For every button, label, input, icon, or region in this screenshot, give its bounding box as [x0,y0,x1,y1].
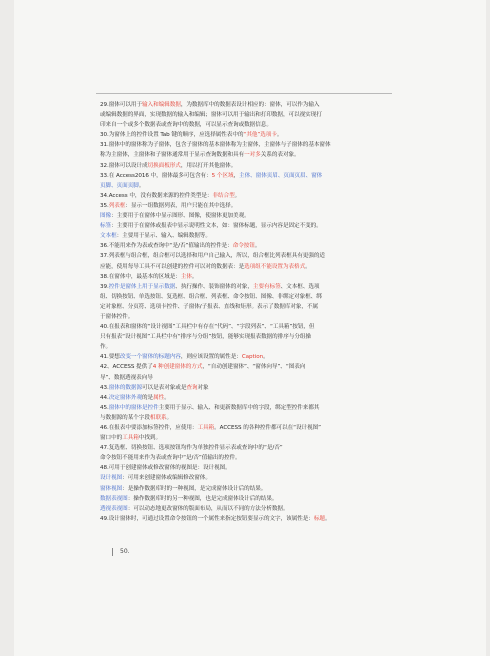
body-text: 49.设计窗体时，可通过设置命令按钮的一个属性来指定按钮要显示的文字，该属性是： [100,515,314,522]
body-text: ：操作数据库时的另一种视图，也是完成窗体设计后的结果。 [127,495,278,502]
body-text: 。 [164,394,170,401]
text-line [100,403,396,413]
text-line [100,443,396,453]
highlight-red-text: 主体 [180,273,192,280]
highlight-red-text: 属性 [153,394,165,401]
highlight-red-text: 列表框 [108,202,126,209]
body-text: ，用以打开其他窗体。 [180,162,237,169]
body-text: 中找到。 [138,435,162,442]
body-text: 窗口中的 [100,435,123,442]
highlight-blue-text: 窗体中的窗体是控件 [108,404,159,411]
highlight-red-text: Caption [241,354,264,361]
highlight-blue-text: 数据表视图 [100,495,128,502]
text-line [100,423,396,433]
document-body [100,100,396,524]
body-text: 只有报表“设计视图”工具栏中有“排序与分组”按钮，能够实现报表数据的排序与分组操 [100,334,311,341]
text-line [100,110,396,120]
highlight-blue-text: 文本框 [100,233,117,240]
body-text: 37.列表框与组合框，组合框可以选择和用户自己输入，所以，组合框比列表框具有更强的适 [100,253,325,260]
text-line [100,282,396,292]
text-line [100,342,396,352]
text-line [100,191,396,201]
highlight-red-text: 主要有标签 [252,283,281,290]
highlight-blue-text: 窗体的数据源 [108,384,143,391]
body-text: 36.不能用来作为表或查询中“是/否”值输出的控件是： [100,243,233,250]
body-text: 、执行操作、装饰窗体的对象， [175,283,253,290]
body-text: 。 [276,132,283,139]
body-text: 。ACCESS 的各种控件都可以在“设计视图” [214,425,322,431]
text-line [100,413,396,423]
highlight-blue-text: 设计视图 [100,475,123,482]
body-text: 45. [100,404,109,411]
text-line [100,373,396,383]
body-text: ：可用来创建窗体或编辑修改窗体。 [122,475,211,482]
text-line [100,302,396,312]
highlight-red-text: 标题 [313,515,325,522]
body-text: 46.在报表中要添加标签控件，应使用： [100,425,198,431]
text-line [100,504,396,514]
highlight-red-text: “其他”选项卡 [243,132,277,139]
highlight-red-text: 查询 [186,384,198,391]
text-line [100,201,396,211]
body-text: ，“自动创建窗体”、“窗体向导”、“图表向 [202,364,306,371]
body-text: 38.在窗体中，最基本的区域是： [100,273,181,280]
highlight-red-text: 5 个区域 [211,172,234,179]
body-text: 命令按钮不能用来作为表或查询中“是/否”值输出的控件。 [100,455,241,462]
highlight-blue-text: 页脚、页面页脚 [100,182,139,189]
highlight-red-text: 非结合型 [212,192,235,199]
body-text: 30.为窗体上的控件设置 Tab 键的顺序，应选择属性表中的 [100,132,244,139]
text-line [100,272,396,282]
body-text: 。 [234,192,241,199]
text-line [100,463,396,473]
text-line [100,241,396,251]
text-line [100,130,396,140]
body-text: 或编辑数据的界面，实现数据的输入和编辑；窗体可以用于输出和打印数据，可以视实现打 [100,112,322,119]
highlight-blue-text: 透视表视图 [100,505,128,512]
text-line [100,362,396,372]
body-text: 29.窗体可以用于 [100,102,143,108]
highlight-red-text: 一对多 [244,152,261,159]
body-text: 43. [100,384,109,391]
body-text: 应能，使用每导工具不可以创建的控件可以对的数据表：是 [100,263,245,270]
header-rule [96,93,392,94]
text-line [100,251,396,261]
body-text: ，为数据库中的数据表设计相应的：窗体，可以作为输入 [180,102,320,108]
text-line [100,221,396,231]
highlight-red-text: 工具箱 [197,425,215,431]
highlight-blue-text: 窗体视图 [100,485,123,492]
body-text: 47.复选框、切换按钮、选项按钮均作为单独控件显示表或查询中的“是/否” [100,445,283,452]
body-text: ：显示一组数据列表，用户只能在其中选择。 [125,202,237,209]
highlight-blue-text: 控件是窗体上用于显示数据 [108,283,176,290]
text-line [100,393,396,403]
text-line [100,494,396,504]
body-text: ：主要用于在窗体或报表中显示说明性文本，如：窗体标题，显示内容是固定不变的。 [111,223,322,230]
footer-rule [112,548,113,556]
body-text: 主要用于显示、输入、和更新数据库中的字段，绑定型控件来都其 [158,404,320,411]
body-text: 关系的表对象。 [260,152,300,159]
text-line [100,150,396,160]
body-text: 31.窗体中的窗体称为子窗体，包含子窗体的基本窗体称为主窗体，主窗体与子窗体的基本窗体 [100,142,331,149]
text-line [100,484,396,494]
highlight-red-text: 命令按钮 [232,243,255,250]
body-text: 。 [305,263,311,270]
highlight-blue-text: 标签 [100,223,112,230]
body-text: 印来自一个或多个数据表或查询中的数据，可以显示查询或数据信息。 [100,122,272,129]
body-text: ，则应该设置的属性是： [180,354,242,361]
body-text: 41.要想 [100,354,120,361]
body-text: 33.在 Access2016 中，窗体最多可包含有： [100,172,212,179]
highlight-red-text: 选项组不能设置为表格式 [244,263,306,270]
body-text: 组、切换按钮、单选按钮、复选框、组合框、列表框、命令按钮、图像、非绑定对象框、绑 [100,293,322,300]
highlight-red-text: 相联系 [149,414,167,421]
text-line [100,332,396,342]
highlight-red-text: 切换面板形式 [147,162,181,169]
text-line [100,161,396,171]
body-text: 可以是表对象或是 [142,384,187,391]
text-line [100,171,396,181]
text-line [100,352,396,362]
body-text: 与数据源的某个字段 [100,414,150,421]
body-text: 39. [100,283,109,290]
body-text: ：是操作数据库时的一种视图，是完成窗体设计后的结果。 [122,485,267,492]
page-number: 50. [120,548,130,555]
body-text: 35. [100,202,109,209]
text-line [100,211,396,221]
body-text: 的是 [142,394,154,401]
body-text: 、文本框、选项 [280,283,320,290]
body-text: 40.在报表和窗体的“设计视图”工具栏中有存在“代码”、“字段列表”、“工具箱”按钮，但 [100,324,315,331]
highlight-blue-text: 决定窗体外观 [108,394,143,401]
highlight-red-text: 输入和编辑数据 [142,102,181,108]
body-text: 于窗体控件。 [100,313,134,320]
text-line [100,120,396,130]
text-line [100,322,396,332]
body-text: ：主要用于显示、输入、编辑数据等。 [116,233,211,240]
text-line [100,262,396,272]
body-text: 34.Access 中，没有数据来源的控件类型是： [100,192,213,199]
body-text: ：主要用于在窗体中显示图形、图像，使窗体更加美观。 [111,213,250,220]
body-text: 称为主窗体，主窗体和子窗体通常用于显示查询数据和具有 [100,152,245,159]
text-line [100,453,396,463]
highlight-blue-text: 主体、窗体页眉、页面页眉、窗体 [239,172,323,179]
highlight-blue-text: 图像 [100,213,112,220]
text-line [100,383,396,393]
text-line [100,292,396,302]
text-line [100,312,396,322]
text-line [100,514,396,524]
text-line [100,231,396,241]
body-text: 44. [100,394,109,401]
highlight-red-text: 4 种创建窗体的方式 [152,364,203,371]
body-text: ， [233,172,240,179]
body-text: 42、ACCESS 提供了 [100,364,153,371]
body-text: 32.窗体可以设计成 [100,162,148,169]
body-text: 。 [324,515,331,522]
body-text: 。 [191,273,198,280]
text-line [100,433,396,443]
text-line [100,100,396,110]
body-text: 。 [263,354,269,361]
body-text: 作。 [100,344,112,351]
body-text: 对象 [197,384,209,391]
body-text: 。 [138,182,145,189]
highlight-blue-text: 改变一个窗体的标题内容 [119,354,181,361]
text-line [100,140,396,150]
body-text: 定对象框、分页符、选项卡控件、子窗体/子报表、直线和矩形。表示了数据库对象，不属 [100,303,319,310]
body-text: ：可以动态地更改窗体的版面布局，从而以不同的方法分析数据。 [127,505,289,512]
body-text: 。 [166,414,173,421]
body-text: 导”、数据透视表向导 [100,374,153,381]
text-line [100,473,396,483]
body-text: 。 [254,243,261,250]
body-text: 48.可用于创建窗体或修改窗体的视图是：设计视图。 [100,465,231,472]
text-line [100,181,396,191]
highlight-red-text: 工具箱 [122,435,139,442]
